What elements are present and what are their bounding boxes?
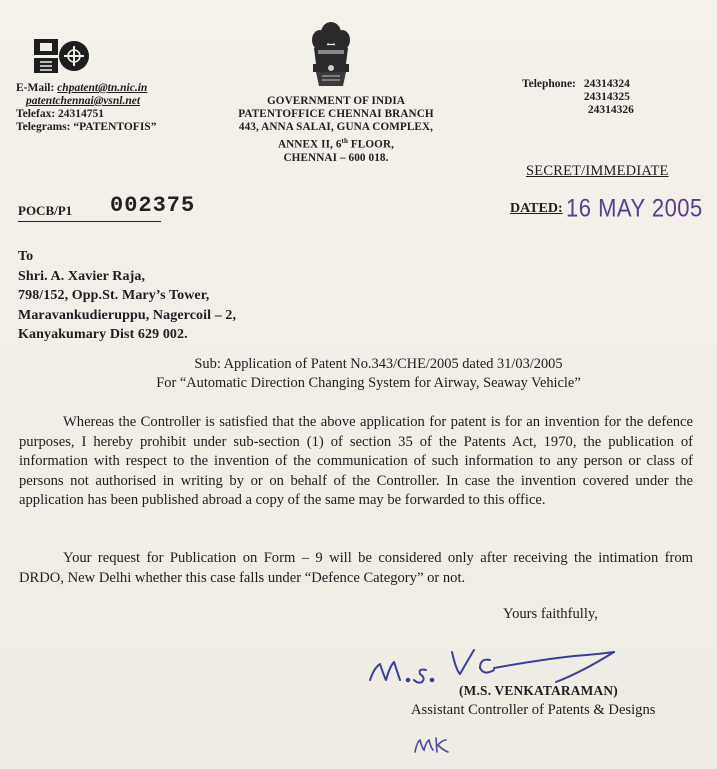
date-stamp: 16 MAY 2005 (566, 194, 703, 222)
telephone-number: 24314325 (583, 91, 630, 103)
state-emblem-icon (306, 20, 356, 90)
telephone-number: 24314324 (583, 78, 630, 90)
recipient-block (18, 247, 236, 345)
recipient-line: Shri. A. Xavier Raja, (18, 268, 146, 284)
signer-name: (M.S. VENKATARAMAN) (459, 683, 618, 698)
body-paragraph-2: Your request for Publication on Form – 9 will be considered only after receiving the intimation from DRDO, New Delhi whether this case falls under “Defence Category” or not. (19, 550, 693, 586)
annex-superscript: th (341, 136, 348, 145)
email-address-2: patentchennai@vsnl.net (26, 95, 141, 107)
classification-label: SECRET/IMMEDIATE (526, 163, 669, 179)
annex-prefix: ANNEX II, 6 (277, 138, 342, 151)
subject-block (0, 355, 717, 393)
address-line-annex (220, 135, 452, 152)
contact-block (16, 82, 156, 134)
telephone-block (522, 78, 634, 117)
reference-underline (18, 221, 161, 222)
subject-line: Sub: Application of Patent No.343/CHE/2005 dated 31/03/2005 (194, 356, 563, 372)
address-line: PATENTOFFICE CHENNAI BRANCH (238, 108, 434, 121)
handwritten-initials (412, 734, 458, 756)
email-label: E-Mail: (16, 82, 55, 94)
office-address (220, 95, 452, 165)
reference-label: POCB/P1 (18, 203, 73, 218)
reference-number-stamp: 002375 (110, 193, 196, 218)
address-line: 443, ANNA SALAI, GUNA COMPLEX, (238, 121, 434, 134)
recipient-line: Kanyakumary Dist 629 002. (18, 327, 188, 342)
to-label: To (18, 249, 34, 264)
annex-suffix: FLOOR, (347, 138, 395, 151)
telegrams: Telegrams: “PATENTOFIS” (16, 121, 157, 133)
email-address-1: chpatent@tn.nic.in (57, 82, 148, 94)
recipient-line: 798/152, Opp.St. Mary’s Tower, (18, 288, 210, 303)
address-line: CHENNAI – 600 018. (283, 151, 389, 164)
patent-office-logo-icon (32, 36, 90, 76)
dated-label: DATED: (510, 201, 563, 216)
telephone-number: 24314326 (587, 104, 634, 116)
telefax: Telefax: 24314751 (16, 108, 105, 120)
subject-title: For “Automatic Direction Changing System for Airway, Seaway Vehicle” (156, 375, 581, 391)
valediction: Yours faithfully, (503, 606, 598, 622)
body-paragraph-1: Whereas the Controller is satisfied that the above application for patent is for an invention for the defence purposes, I hereby prohibit under sub-section (1) of section 35 of the Patents Act, 1970, the publication of information with respect to the invention of the communication of such information to any person or class of persons not authorised in writing by or on behalf of the Controller. In case the invention covered under the application has been published abroad a copy of the same may be forwarded to this office. (19, 414, 693, 509)
telephone-label: Telephone: (522, 78, 576, 90)
address-line: GOVERNMENT OF INDIA (266, 95, 406, 107)
signer-designation: Assistant Controller of Patents & Designs (411, 702, 656, 718)
recipient-line: Maravankudieruppu, Nagercoil – 2, (18, 307, 237, 323)
